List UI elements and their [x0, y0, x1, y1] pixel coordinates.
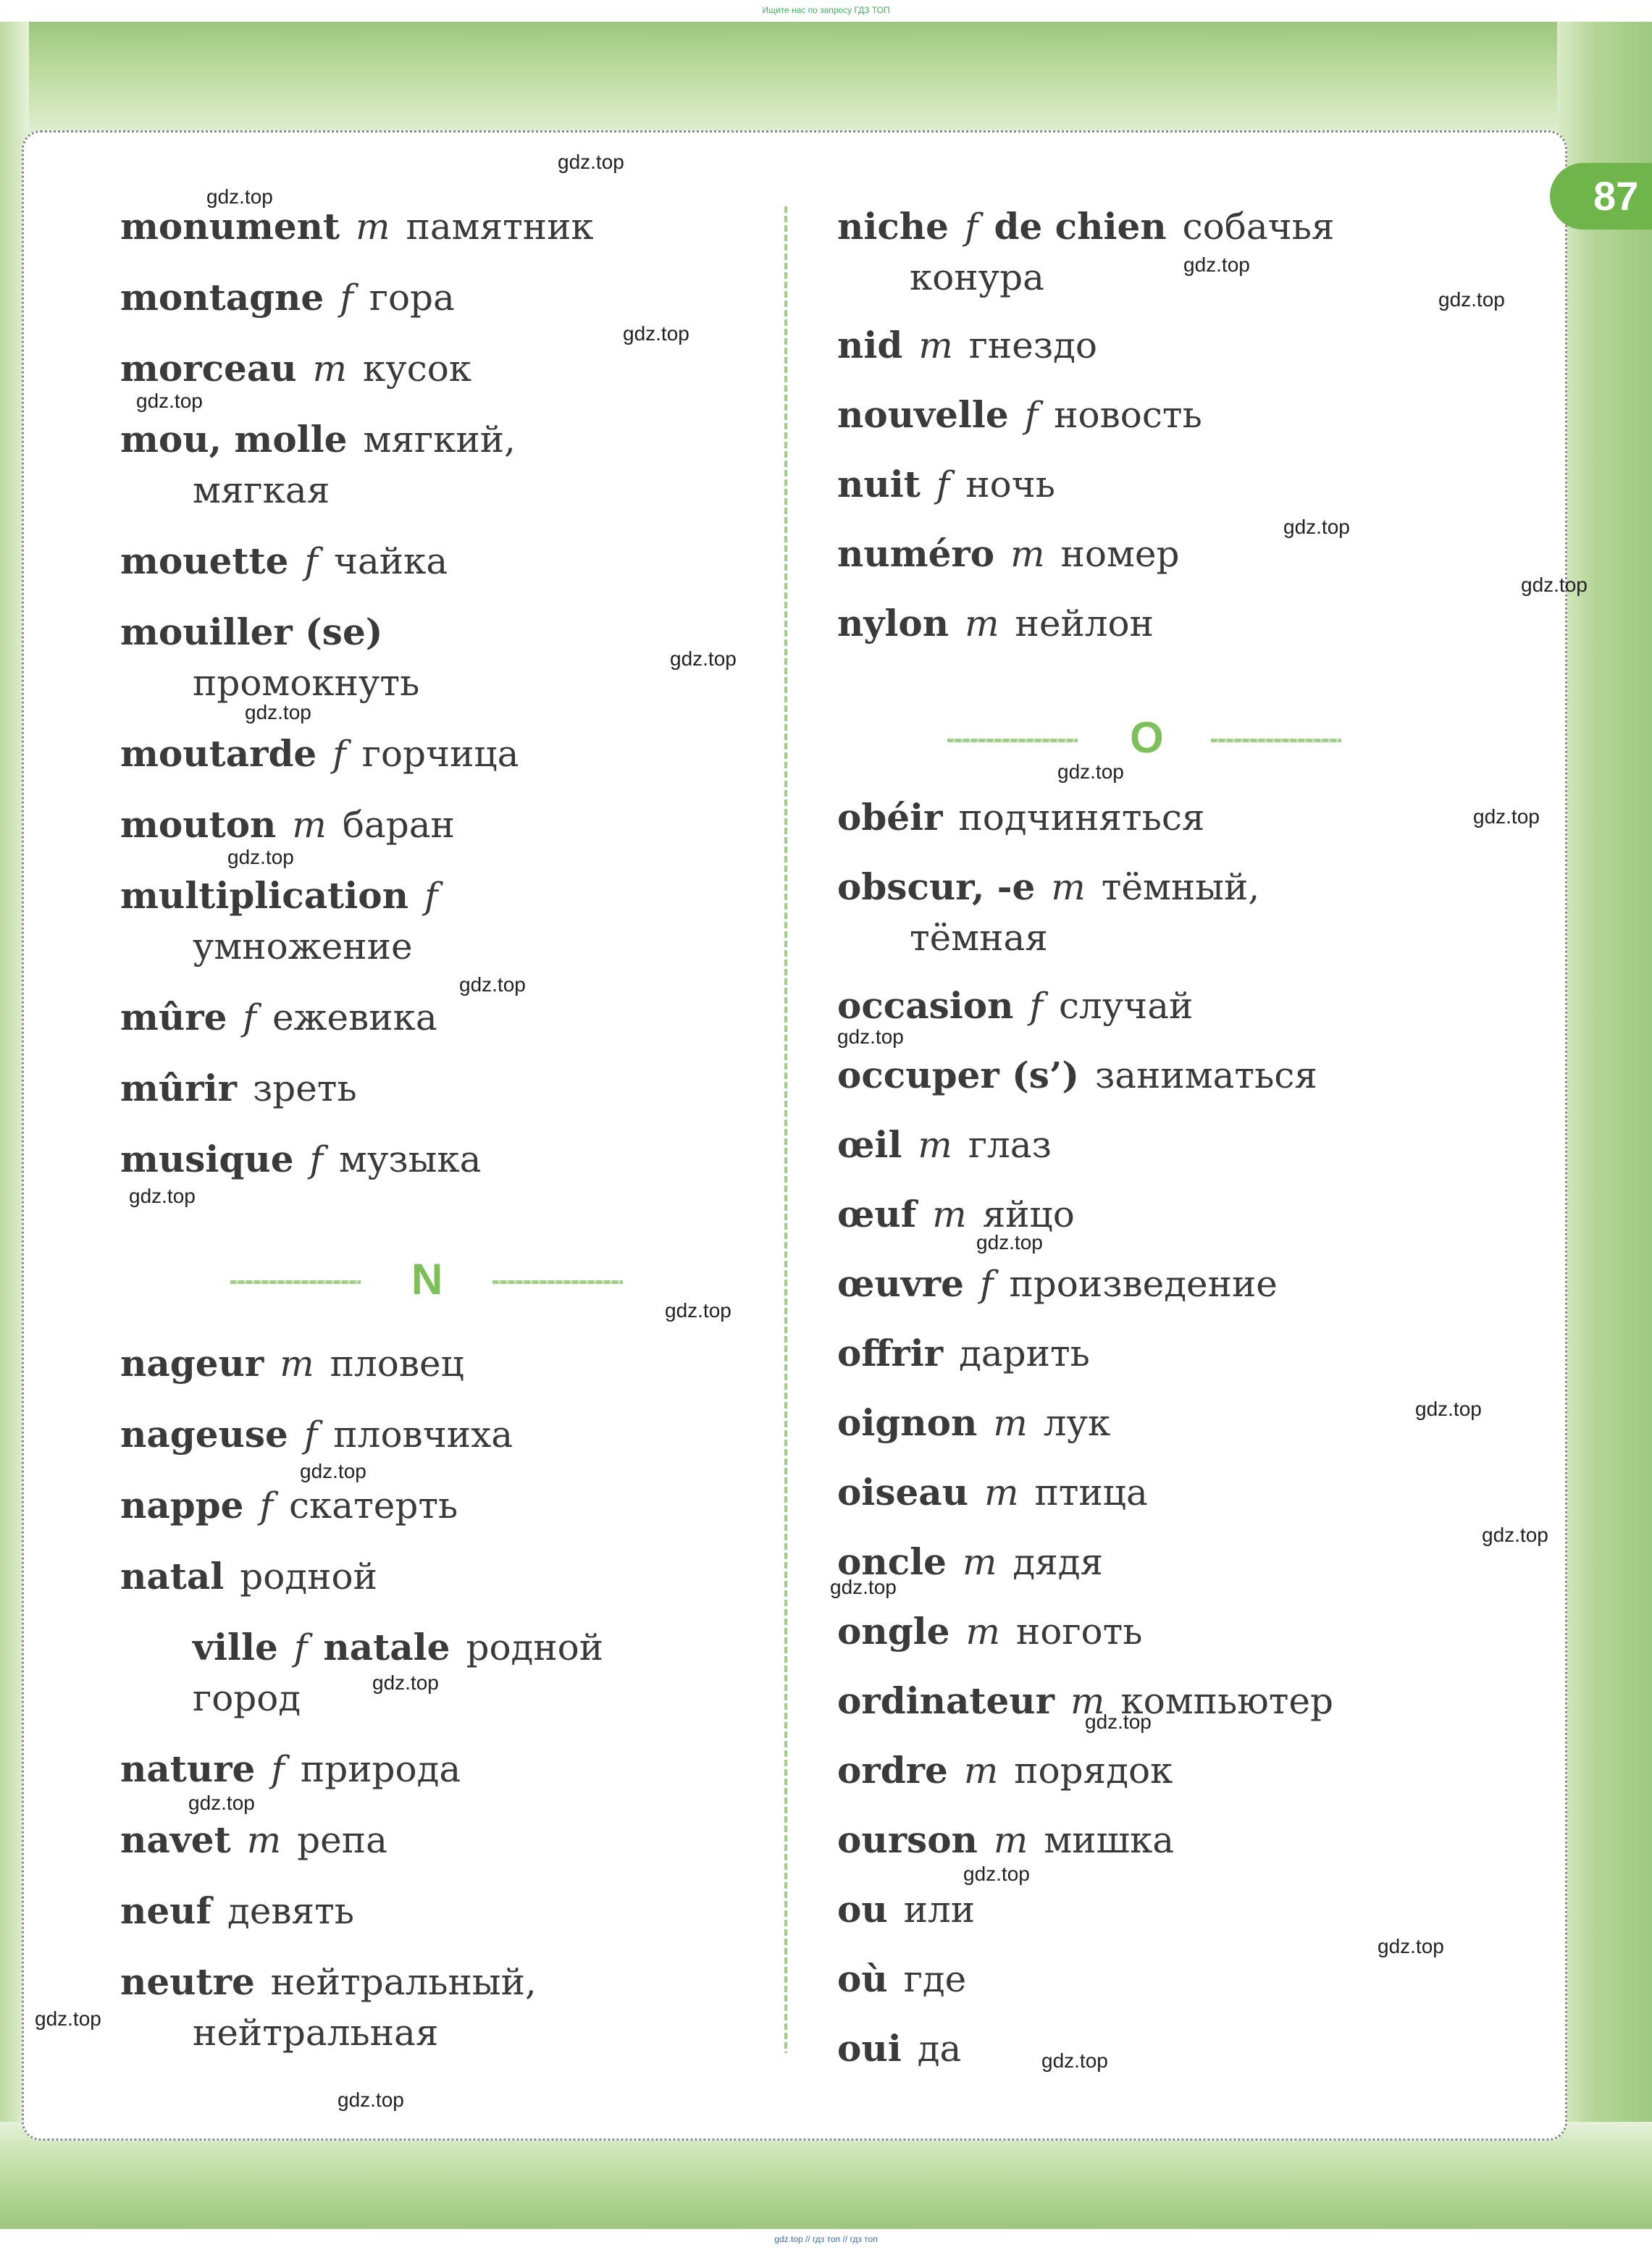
watermark: gdz.top: [558, 151, 624, 173]
section-header-n: [230, 1254, 621, 1312]
dict-entry: occuper (s’) заниматься: [837, 1054, 1317, 1096]
section-rule: [492, 1280, 623, 1284]
dict-entry: ourson m мишка: [837, 1818, 1175, 1861]
dict-entry: navet m репа: [120, 1818, 387, 1861]
watermark: gdz.top: [670, 647, 737, 670]
dict-entry: monument m памятник: [120, 205, 594, 248]
watermark: gdz.top: [976, 1231, 1043, 1254]
dict-entry: ongle m ноготь: [837, 1610, 1143, 1653]
decor-right: [1557, 22, 1652, 2229]
dict-entry: oignon m лук: [837, 1401, 1111, 1444]
section-rule: [947, 739, 1078, 742]
section-rule: [1211, 739, 1341, 742]
dict-entry: œil m глаз: [837, 1123, 1052, 1166]
dict-entry: mouton m баран: [120, 803, 455, 846]
watermark: gdz.top: [188, 1792, 255, 1814]
dict-entry: obéir подчиняться: [837, 796, 1205, 839]
dict-entry: nuit f ночь: [837, 463, 1056, 505]
dict-entry-continuation: конура: [910, 256, 1044, 298]
dict-entry: offrir дарить: [837, 1332, 1090, 1374]
watermark: gdz.top: [1521, 574, 1588, 596]
dict-entry: oui да: [837, 2027, 962, 2070]
dict-entry-continuation: город: [193, 1677, 301, 1719]
dict-entry: mouiller (se): [120, 610, 383, 653]
watermark: gdz.top: [1057, 760, 1124, 783]
dict-entry: occasion f случай: [837, 984, 1194, 1027]
dict-entry-continuation: нейтральная: [193, 2012, 439, 2054]
bottom-banner-text: gdz.top // гдз топ // гдз топ: [774, 2234, 878, 2244]
dict-entry: niche f de chien собачья: [837, 205, 1335, 248]
watermark: gdz.top: [372, 1671, 439, 1694]
dict-entry: nappe f скатерть: [120, 1484, 458, 1527]
watermark: gdz.top: [623, 322, 689, 345]
dict-entry: natal родной: [120, 1555, 377, 1598]
dict-entry: moutarde f горчица: [120, 732, 519, 775]
watermark: gdz.top: [1283, 516, 1350, 538]
column-divider: [784, 206, 787, 2053]
dict-entry: ville f natale родной: [193, 1626, 604, 1668]
watermark: gdz.top: [1473, 805, 1540, 828]
dict-entry: musique f музыка: [120, 1138, 482, 1180]
watermark: gdz.top: [1415, 1398, 1482, 1420]
section-letter: N: [411, 1255, 443, 1304]
dict-entry: œuvre f произведение: [837, 1262, 1278, 1305]
dict-entry: mouette f чайка: [120, 540, 448, 582]
dict-entry: œuf m яйцо: [837, 1193, 1075, 1235]
watermark: gdz.top: [136, 390, 203, 412]
watermark: gdz.top: [129, 1185, 196, 1207]
dict-entry: nature f природа: [120, 1747, 461, 1790]
watermark: gdz.top: [1085, 1710, 1152, 1733]
dict-entry: nageuse f пловчиха: [120, 1413, 513, 1456]
watermark: gdz.top: [1183, 253, 1250, 276]
dict-entry-continuation: мягкая: [193, 469, 330, 511]
watermark: gdz.top: [35, 2007, 101, 2030]
watermark: gdz.top: [830, 1576, 897, 1598]
dict-entry-continuation: тёмная: [910, 917, 1048, 959]
dict-entry: montagne f гора: [120, 276, 455, 319]
watermark: gdz.top: [1438, 288, 1505, 311]
page-number: 87: [1593, 173, 1639, 219]
watermark: gdz.top: [459, 973, 526, 996]
dict-entry: neutre нейтральный,: [120, 1960, 537, 2003]
dict-entry: morceau m кусок: [120, 347, 472, 390]
watermark: gdz.top: [1041, 2049, 1108, 2072]
watermark: gdz.top: [837, 1025, 904, 1048]
dict-entry: neuf девять: [120, 1889, 354, 1932]
watermark: gdz.top: [1482, 1524, 1548, 1546]
dict-entry: multiplication f: [120, 874, 438, 917]
dict-entry: mûre f ежевика: [120, 996, 437, 1038]
dict-entry: oncle m дядя: [837, 1540, 1104, 1583]
dict-entry-continuation: умножение: [193, 925, 413, 967]
dict-entry: ordre m порядок: [837, 1749, 1173, 1792]
watermark: gdz.top: [245, 701, 311, 723]
watermark: gdz.top: [206, 185, 273, 208]
dict-entry: nylon m нейлон: [837, 602, 1154, 645]
section-rule: [230, 1280, 361, 1284]
section-letter: O: [1130, 713, 1164, 762]
watermark: gdz.top: [337, 2089, 404, 2111]
dict-entry: nouvelle f новость: [837, 393, 1202, 436]
section-header-o: [947, 713, 1338, 771]
dict-entry: mûrir зреть: [120, 1067, 357, 1109]
dict-entry-continuation: промокнуть: [193, 662, 420, 704]
dict-entry: nid m гнездо: [837, 324, 1098, 366]
dict-entry: nageur m пловец: [120, 1342, 464, 1385]
bottom-banner: [0, 2229, 1652, 2250]
top-banner: [0, 0, 1652, 22]
dict-entry: obscur, -e m тёмный,: [837, 865, 1260, 908]
dict-entry: ordinateur m компьютер: [837, 1679, 1334, 1722]
watermark: gdz.top: [1378, 1935, 1444, 1957]
dict-entry: oiseau m птица: [837, 1471, 1148, 1514]
watermark: gdz.top: [963, 1863, 1030, 1885]
watermark: gdz.top: [300, 1460, 366, 1482]
dict-entry: ou или: [837, 1888, 976, 1931]
watermark: gdz.top: [665, 1299, 731, 1322]
watermark: gdz.top: [227, 846, 294, 868]
top-banner-text: Ищите нас по запросу ГДЗ ТОП: [762, 5, 890, 15]
decor-top: [0, 22, 1652, 138]
dict-entry: où где: [837, 1957, 967, 2000]
dict-entry: mou, molle мягкий,: [120, 418, 516, 461]
dict-entry: numéro m номер: [837, 532, 1180, 575]
